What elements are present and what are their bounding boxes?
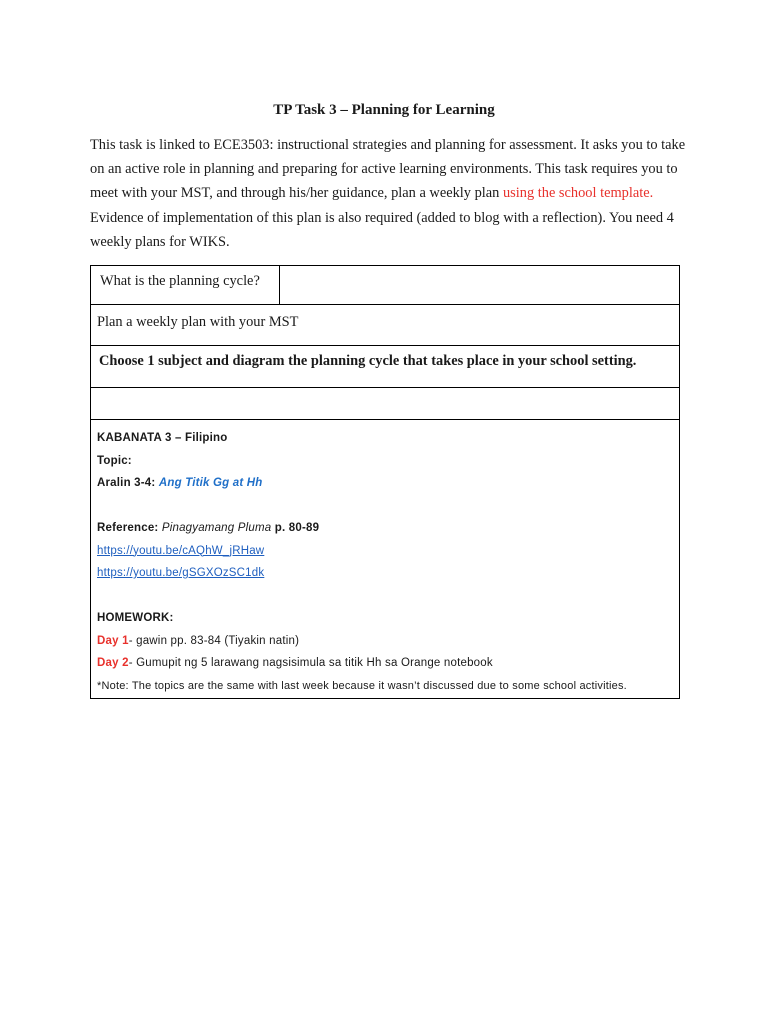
note-line: *Note: The topics are the same with last week because it wasn’t discussed due to some school activities. bbox=[97, 679, 627, 692]
task-table bbox=[90, 265, 680, 699]
topic-label: Topic: bbox=[97, 454, 132, 467]
day2-label: Day 2 bbox=[97, 657, 129, 669]
day1-text: - gawin pp. 83-84 (Tiyakin natin) bbox=[128, 634, 300, 647]
intro-red-text: using the school template. bbox=[502, 185, 654, 202]
reference-label: Reference: bbox=[97, 522, 162, 534]
reference-pages: p. 80-89 bbox=[271, 522, 320, 534]
aralin-title: Ang Titik Gg at Hh bbox=[158, 477, 263, 489]
video-link-1[interactable]: https://youtu.be/cAQhW_jRHaw bbox=[97, 544, 265, 557]
table-row-choose bbox=[91, 346, 680, 388]
lesson-content bbox=[91, 420, 680, 699]
table-row-plan bbox=[91, 305, 680, 346]
table-row-content bbox=[91, 420, 680, 699]
homework-label: HOMEWORK: bbox=[97, 612, 174, 624]
reference-line bbox=[97, 517, 679, 540]
planning-cycle-question: What is the planning cycle? bbox=[91, 266, 280, 305]
day1-line bbox=[97, 630, 679, 653]
table-row-blank bbox=[91, 388, 680, 420]
day1-label: Day 1 bbox=[97, 634, 129, 647]
day2-text: - Gumupit ng 5 larawang nagsisimula sa titik Hh sa Orange notebook bbox=[128, 657, 493, 669]
lesson-heading: KABANATA 3 – Filipino bbox=[97, 432, 228, 444]
aralin-line bbox=[97, 472, 679, 495]
weekly-plan-instruction: Plan a weekly plan with your MST bbox=[91, 305, 680, 346]
intro-text-1: This task is linked to ECE3503: instructional strategies and planning for assessment. It asks you to take on an active role in planning and preparing for active learning environments. This task requires you to meet with your MST, and through his/her guidance, plan a weekly plan bbox=[90, 137, 686, 202]
video-link-2[interactable]: https://youtu.be/gSGXOzSC1dk bbox=[97, 567, 265, 579]
planning-cycle-answer bbox=[280, 266, 680, 305]
intro-paragraph bbox=[90, 133, 690, 254]
reference-book: Pinagyamang Pluma bbox=[161, 522, 272, 534]
aralin-label: Aralin 3-4: bbox=[97, 477, 159, 489]
day2-line bbox=[97, 652, 679, 675]
intro-text-2: Evidence of implementation of this plan is also required (added to blog with a reflection). You need 4 weekly plans for WIKS. bbox=[90, 209, 674, 250]
page-title: TP Task 3 – Planning for Learning bbox=[273, 102, 495, 118]
choose-subject-instruction: Choose 1 subject and diagram the planning cycle that takes place in your school setting. bbox=[91, 346, 680, 388]
table-row-question bbox=[91, 266, 680, 305]
blank-cell bbox=[91, 388, 680, 420]
